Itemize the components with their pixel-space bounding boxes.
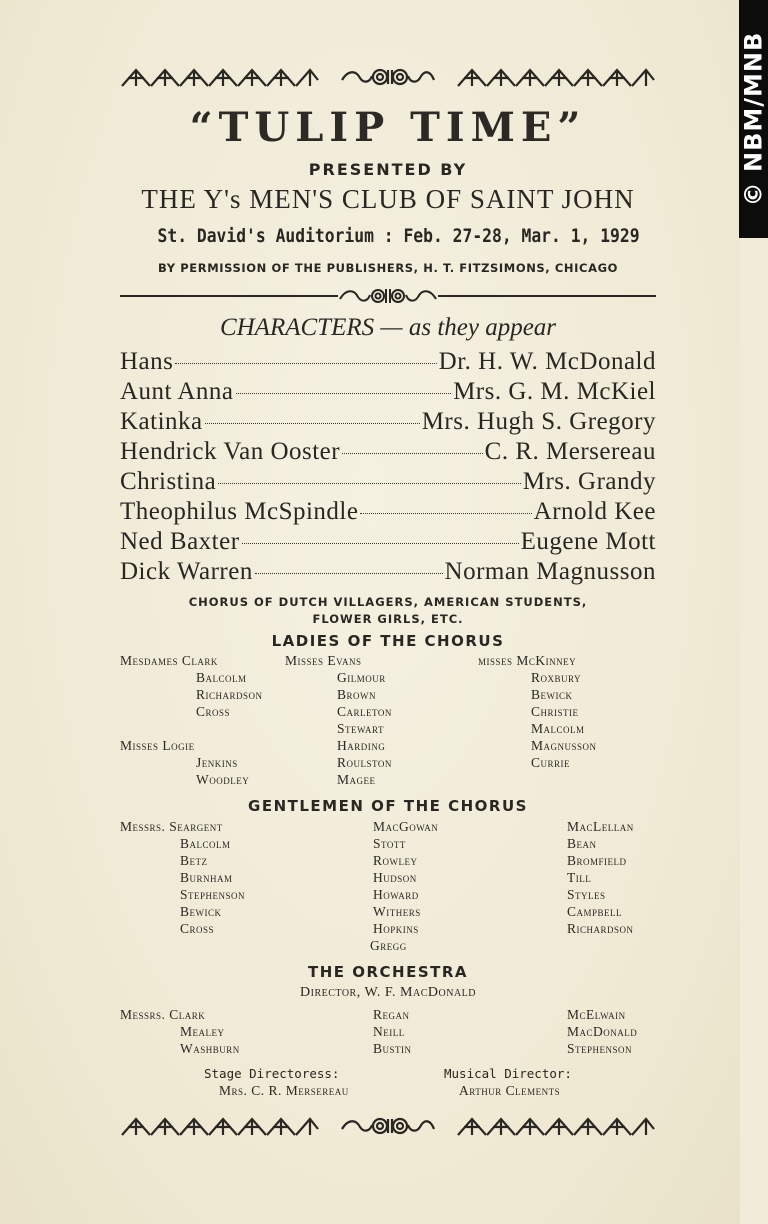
name-entry: Magnusson — [531, 738, 597, 753]
cast-row — [120, 558, 656, 588]
stage-directoress-name: Mrs. C. R. Mersereau — [219, 1083, 349, 1098]
name-entry: Bustin — [373, 1041, 412, 1056]
name-entry: Washburn — [180, 1041, 240, 1056]
name-entry: Messrs. Seargent — [120, 819, 223, 834]
cast-row — [120, 468, 656, 498]
name-entry: Neill — [373, 1024, 405, 1039]
name-entry: Misses Evans — [285, 653, 362, 668]
dot-leader — [360, 513, 531, 514]
cast-role: Christina — [120, 468, 217, 495]
dot-leader — [342, 453, 483, 454]
cast-actor: Dr. H. W. McDonald — [438, 348, 656, 375]
name-entry: Betz — [180, 853, 208, 868]
musical-director-label: Musical Director: — [444, 1066, 572, 1081]
scroll-ornament-icon — [338, 64, 438, 90]
club-name: THE Y's MEN'S CLUB OF SAINT JOHN — [141, 184, 635, 214]
chorus-note-line-2: FLOWER GIRLS, ETC. — [312, 612, 464, 626]
cast-row — [120, 438, 656, 468]
name-entry: Hudson — [373, 870, 417, 885]
top-ornament-band — [120, 64, 656, 90]
dot-leader — [242, 543, 519, 544]
name-entry: Roxbury — [531, 670, 582, 685]
cast-actor: Mrs. Grandy — [522, 468, 656, 495]
name-entry: Richardson — [567, 921, 634, 936]
musical-director-name: Arthur Clements — [459, 1083, 561, 1098]
name-entry: Cross — [180, 921, 215, 936]
name-entry: Till — [567, 870, 592, 885]
name-entry: Rowley — [373, 853, 418, 868]
name-entry: Stewart — [337, 721, 384, 736]
name-entry: Mesdames Clark — [120, 653, 218, 668]
orchestra-heading: THE ORCHESTRA — [307, 963, 469, 981]
name-entry: Hopkins — [373, 921, 419, 936]
presented-by: PRESENTED BY — [308, 160, 468, 179]
name-entry: Currie — [531, 755, 571, 770]
tulip-ornament-icon — [456, 64, 656, 90]
name-entry: Misses Logie — [120, 738, 195, 753]
cast-role: Ned Baxter — [120, 528, 240, 555]
cast-actor: Mrs. Hugh S. Gregory — [421, 408, 656, 435]
name-entry: Jenkins — [196, 755, 238, 770]
page-title: “TULIP TIME” — [189, 104, 587, 151]
name-entry: Campbell — [567, 904, 623, 919]
name-entry: Harding — [337, 738, 386, 753]
scroll-divider-icon — [120, 285, 656, 307]
name-entry: Balcolm — [196, 670, 247, 685]
name-entry: Malcolm — [531, 721, 585, 736]
cast-row — [120, 378, 656, 408]
chorus-note-line-1: CHORUS OF DUTCH VILLAGERS, AMERICAN STUDENTS, — [188, 595, 588, 609]
orchestra-director: Director, W. F. MacDonald — [300, 985, 476, 1000]
cast-actor: Norman Magnusson — [444, 558, 656, 585]
name-entry: Christie — [531, 704, 579, 719]
cast-actor: Arnold Kee — [533, 498, 656, 525]
name-entry: Withers — [373, 904, 421, 919]
name-entry: Gilmour — [337, 670, 386, 685]
tulip-ornament-icon — [120, 64, 320, 90]
name-entry: Gregg — [370, 938, 407, 953]
name-entry: Mealey — [180, 1024, 225, 1039]
dot-leader — [236, 393, 452, 394]
dot-leader — [205, 423, 420, 424]
name-entry: Brown — [337, 687, 377, 702]
name-entry: Messrs. Clark — [120, 1007, 206, 1022]
cast-actor: Eugene Mott — [520, 528, 656, 555]
bottom-ornament-band — [120, 1113, 656, 1139]
name-entry: Carleton — [337, 704, 392, 719]
scroll-ornament-icon — [338, 1113, 438, 1139]
name-entry: Burnham — [180, 870, 233, 885]
cast-role: Hans — [120, 348, 174, 375]
name-entry: Regan — [373, 1007, 410, 1022]
name-entry: Stephenson — [180, 887, 246, 902]
characters-heading: CHARACTERS — as they appear — [219, 314, 557, 341]
name-entry: misses McKinney — [478, 653, 577, 668]
name-entry: Howard — [373, 887, 419, 902]
tulip-ornament-icon — [456, 1113, 656, 1139]
stage-directoress-label: Stage Directoress: — [204, 1066, 340, 1081]
name-entry: Woodley — [196, 772, 250, 787]
name-entry: Balcolm — [180, 836, 231, 851]
name-entry: MacDonald — [567, 1024, 638, 1039]
name-entry: Cross — [196, 704, 231, 719]
name-entry: Bewick — [531, 687, 573, 702]
name-entry: Stephenson — [567, 1041, 633, 1056]
cast-role: Hendrick Van Ooster — [120, 438, 341, 465]
name-entry: Bromfield — [567, 853, 627, 868]
cast-role: Aunt Anna — [120, 378, 234, 405]
copyright-stamp-text: © NBM/MNB — [739, 31, 768, 207]
cast-actor: Mrs. G. M. McKiel — [453, 378, 656, 405]
name-entry: Magee — [337, 772, 376, 787]
cast-row — [120, 528, 656, 558]
venue-dates: St. David's Auditorium : Feb. 27-28, Mar. 1, 1929 — [157, 225, 640, 247]
copyright-stamp — [739, 0, 768, 238]
cast-list — [120, 348, 656, 588]
name-entry: MacLellan — [567, 819, 634, 834]
dot-leader — [218, 483, 521, 484]
name-entry: Styles — [567, 887, 606, 902]
dot-leader — [255, 573, 443, 574]
name-entry: Stott — [373, 836, 406, 851]
cast-role: Katinka — [120, 408, 203, 435]
cast-role: Dick Warren — [120, 558, 253, 585]
name-entry: Bean — [567, 836, 597, 851]
cast-row — [120, 498, 656, 528]
cast-role: Theophilus McSpindle — [120, 498, 359, 525]
name-entry: Bewick — [180, 904, 222, 919]
gentlemen-heading: GENTLEMEN OF THE CHORUS — [248, 797, 528, 815]
dot-leader — [175, 363, 436, 364]
name-entry: Richardson — [196, 687, 263, 702]
tulip-ornament-icon — [120, 1113, 320, 1139]
name-entry: McElwain — [567, 1007, 626, 1022]
cast-actor: C. R. Mersereau — [484, 438, 656, 465]
publisher-permission: BY PERMISSION OF THE PUBLISHERS, H. T. FITZSIMONS, CHICAGO — [158, 261, 618, 275]
chorus-note — [120, 594, 656, 628]
ladies-heading: LADIES OF THE CHORUS — [271, 632, 505, 650]
name-entry: MacGowan — [373, 819, 439, 834]
cast-row — [120, 408, 656, 438]
cast-row — [120, 348, 656, 378]
name-entry: Roulston — [337, 755, 392, 770]
